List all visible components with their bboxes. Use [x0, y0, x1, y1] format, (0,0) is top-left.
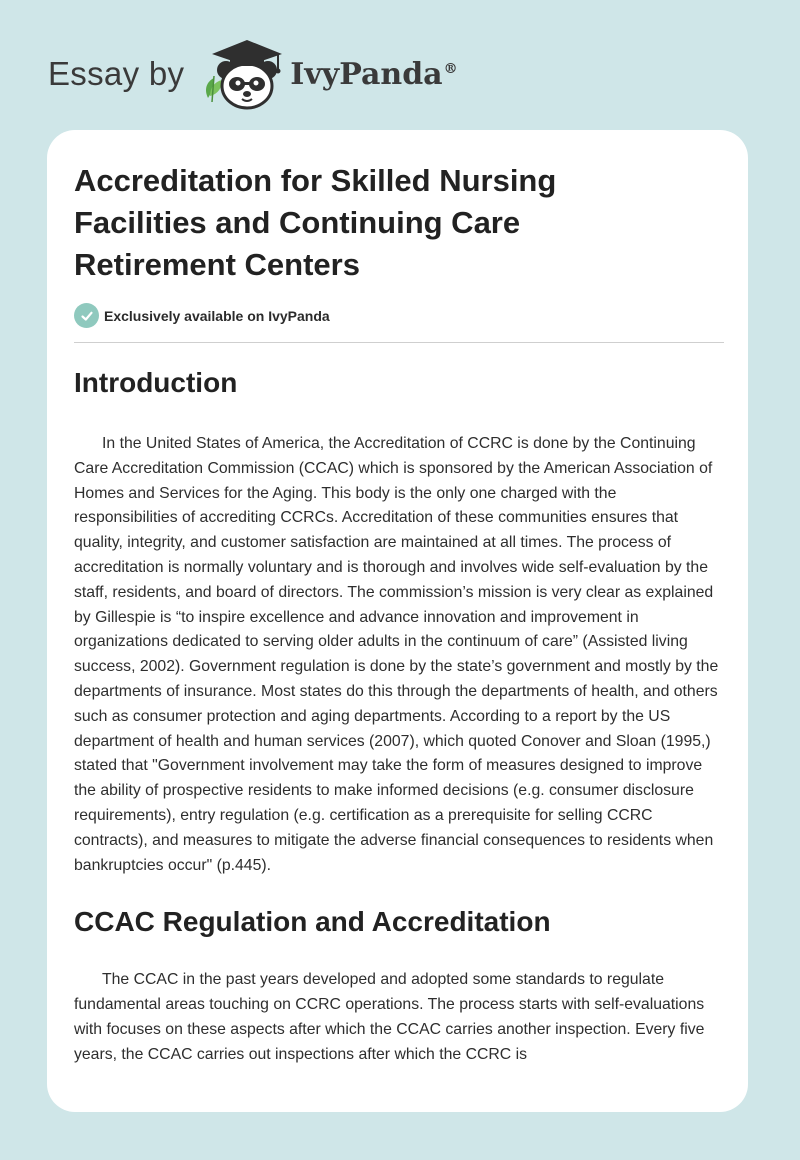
section-heading-introduction: Introduction: [74, 367, 238, 398]
panda-graduate-logo-icon: [198, 36, 288, 112]
section-body-ccac: The CCAC in the past years developed and adopted some standards to regulate fundamental areas touching on CCRC operations. The process starts with self-evaluations with focuses on these aspects after which the CCAC carries another inspection. Every five years, the CCAC carries out inspections after which the CCRC is: [74, 971, 705, 1063]
brand-name: IvyPanda®: [290, 56, 458, 92]
section-heading-ccac: CCAC Regulation and Accreditation: [74, 906, 551, 938]
page-title: Accreditation for Skilled Nursing Facilities and Continuing Care Retirement Centers: [74, 163, 557, 282]
check-icon: [74, 303, 99, 328]
brand-header[interactable]: [48, 34, 458, 114]
brand-prefix: Essay by: [48, 55, 185, 92]
divider: [74, 342, 724, 343]
exclusive-badge: [74, 303, 724, 328]
article-card: [47, 130, 748, 1112]
section-body-introduction: In the United States of America, the Accreditation of CCRC is done by the Continuing Care Accreditation Commission (CCAC) which is sponsored by the American Association of Homes and Services for the Aging. This body is the only one charged with the responsibilities of accrediting CCRCs. Accreditation of these communities ensures that quality, integrity, and customer satisfaction are maintained at all times. The process of accreditation is normally voluntary and is thorough and involves wide self-evaluation by the staff, residents, and board of directors. The commission’s mission is very clear as explained by Gillespie is “to inspire excellence and advance innovation and improvement in organizations dedicated to serving older adults in the continuum of care” (Assisted living success, 2002). Government regulation is done by the state’s government and mostly by the departments of insurance. Most states do this through the departments of health, and others such as consumer protection and aging departments. According to a report by the US department of health and human services (2007), which quoted Conover and Sloan (1995,) stated that "Government involvement may take the form of measures designed to improve the ability of prospective residents to make informed decisions (e.g. consumer disclosure requirements), entry regulation (e.g. certification as a prerequisite for selling CCRC contracts), and measures to mitigate the adverse financial consequences to residents when bankruptcies occur" (p.445).: [74, 435, 719, 874]
badge-label: Exclusively available on IvyPanda: [104, 307, 330, 324]
